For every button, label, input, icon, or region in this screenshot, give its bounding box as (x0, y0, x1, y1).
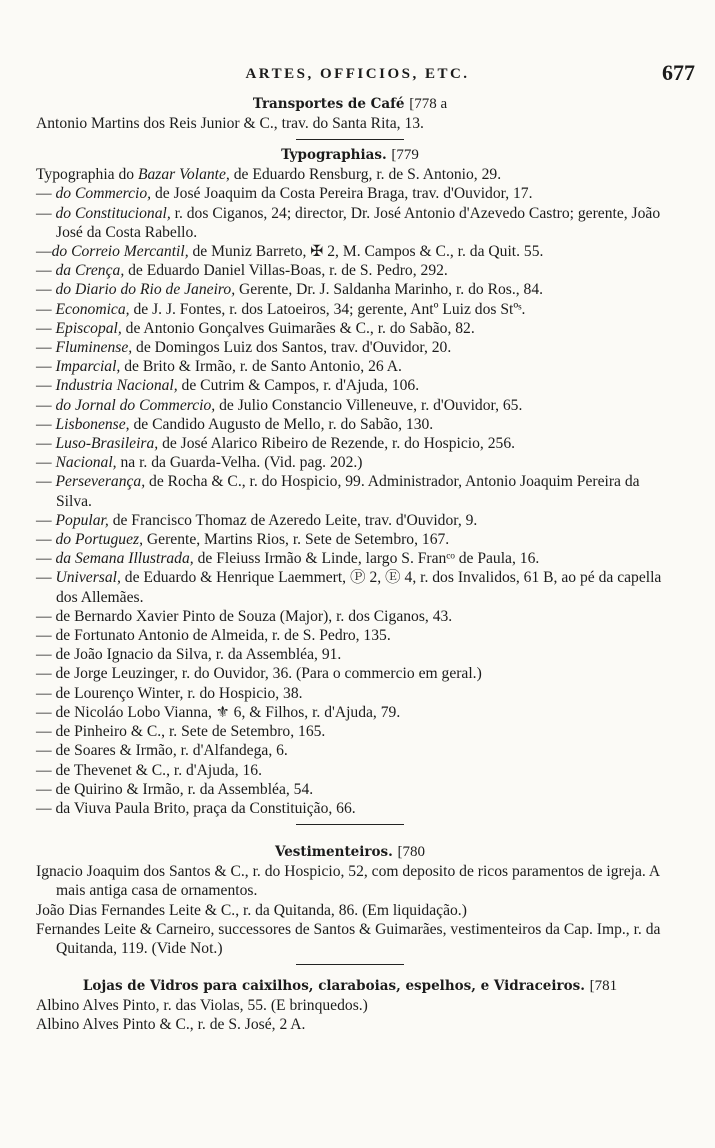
directory-entry (36, 684, 664, 703)
entry-lead: — (36, 435, 56, 453)
section-ref-number: [779 (391, 147, 419, 164)
entry-lead: — de Bernardo Xavier Pinto de Souza (Major), r. dos Ciganos, 43. (36, 607, 453, 625)
directory-entry (36, 396, 664, 415)
entry-lead: — (36, 396, 56, 414)
directory-entry (36, 920, 664, 958)
entry-title: do Constitucional, (55, 204, 171, 222)
directory-entry (36, 280, 664, 299)
entry-title: Industria Nacional, (55, 377, 178, 395)
entry-lead: — de Pinheiro & C., r. Sete de Setembro, 165. (36, 723, 326, 741)
directory-entry (36, 722, 664, 741)
entry-title: do Diario do Rio de Janeiro, (55, 281, 236, 299)
directory-entry (36, 204, 664, 242)
directory-entry (36, 114, 664, 133)
running-head (0, 60, 715, 92)
entry-title: Economica, (55, 300, 130, 318)
directory-entry (36, 300, 664, 319)
entry-lead: — (36, 473, 56, 491)
entry-rest: de Domingos Luiz dos Santos, trav. d'Ouvidor, 20. (132, 339, 452, 357)
entry-lead: — (36, 415, 56, 433)
entry-rest: de Francisco Thomaz de Azeredo Leite, trav. d'Ouvidor, 9. (108, 511, 478, 529)
directory-entry (36, 376, 664, 395)
entry-rest: de Fleiuss Irmão & Linde, largo S. Franᶜᵒ de Paula, 16. (193, 550, 540, 568)
directory-entry (36, 434, 664, 453)
entry-rest: de Julio Constancio Villeneuve, r. d'Ouvidor, 65. (215, 396, 523, 414)
section-heading-text: Vestimenteiros. (274, 844, 393, 861)
entry-lead: — de Thevenet & C., r. d'Ajuda, 16. (36, 761, 262, 779)
directory-entry (36, 761, 664, 780)
entry-rest: de Cutrim & Campos, r. d'Ajuda, 106. (177, 377, 420, 395)
entry-lead: — de Jorge Leuzinger, r. do Ouvidor, 36. (Para o commercio em geral.) (36, 665, 482, 683)
section-heading-text: Lojas de Vidros para caixilhos, claraboias, espelhos, e Vidraceiros. (82, 978, 585, 995)
entry-title: Fluminense, (55, 339, 133, 357)
section-ref-number: [780 (397, 844, 426, 861)
entry-lead: — de Quirino & Irmão, r. da Assembléa, 54. (36, 780, 314, 798)
directory-entry (36, 261, 664, 280)
directory-entry (36, 453, 664, 472)
entry-lead: Ignacio Joaquim dos Santos & C., r. do Hospicio, 52, com deposito de ricos paramentos de igreja. A mais antiga casa de ornamentos. (36, 863, 660, 900)
entry-lead: — de Nicoláo Lobo Vianna, ⚜ 6, & Filhos, r. d'Ajuda, 79. (36, 703, 401, 721)
entry-lead: — (36, 550, 56, 568)
entry-lead: — (36, 531, 56, 549)
directory-content (36, 92, 664, 1035)
entry-lead: Fernandes Leite & Carneiro, successores de Santos & Guimarães, vestimenteiros da Cap. Imp., r. da Quitanda, 119. (Vide Not.) (36, 920, 661, 957)
directory-entry (36, 703, 664, 722)
entry-rest: de Brito & Irmão, r. de Santo Antonio, 26 A. (120, 358, 402, 376)
entry-rest: de Eduardo Daniel Villas-Boas, r. de S. Pedro, 292. (124, 262, 448, 280)
section-heading-text: Typographias. (281, 147, 387, 164)
directory-entry (36, 165, 664, 184)
entry-title: do Portuguez, (55, 531, 143, 549)
directory-entry (36, 607, 664, 626)
entry-title: do Commercio, (55, 185, 152, 203)
directory-entry (36, 415, 664, 434)
directory-entry (36, 511, 664, 530)
entry-rest: r. dos Ciganos, 24; director, Dr. José Antonio d'Azevedo Castro; gerente, João José da Costa Rabello. (56, 204, 661, 241)
section-rule (296, 964, 404, 965)
entry-lead: — (36, 243, 52, 261)
section-heading (36, 842, 664, 862)
entry-rest: de José Alarico Ribeiro de Rezende, r. do Hospicio, 256. (158, 435, 516, 453)
entry-lead: — de João Ignacio da Silva, r. da Assembléa, 91. (36, 646, 342, 664)
entry-title: da Crença, (55, 262, 125, 280)
entry-lead: Albino Alves Pinto & C., r. de S. José, 2 A. (36, 1016, 306, 1034)
entry-lead: Typographia do (36, 166, 138, 184)
entry-lead: — (36, 262, 56, 280)
entry-rest: de Rocha & C., r. do Hospicio, 99. Administrador, Antonio Joaquim Pereira da Silva. (56, 473, 640, 510)
section-heading-text: Transportes de Café (252, 96, 405, 112)
entry-rest: de Muniz Barreto, ✠ 2, M. Campos & C., r. da Quit. 55. (188, 243, 544, 261)
directory-entry (36, 901, 664, 920)
entry-rest: de Eduardo & Henrique Laemmert, Ⓟ 2, Ⓔ 4, r. dos Invalidos, 61 B, ao pé da capella dos Allemães. (56, 569, 662, 606)
section-heading (36, 145, 664, 165)
entry-lead: — de Soares & Irmão, r. d'Alfandega, 6. (36, 742, 288, 760)
entry-lead: João Dias Fernandes Leite & C., r. da Quitanda, 86. (Em liquidação.) (36, 901, 467, 919)
entry-lead: — (36, 377, 56, 395)
entry-title: Perseverança, (55, 473, 146, 491)
entry-title: do Correio Mercantil, (51, 243, 189, 261)
running-head-title: ARTES, OFFICIOS, ETC. (245, 66, 470, 82)
directory-entry (36, 184, 664, 203)
entry-lead: — (36, 511, 56, 529)
entry-rest: na r. da Guarda-Velha. (Vid. pag. 202.) (116, 454, 363, 472)
entry-title: Lisbonense, (55, 415, 130, 433)
entry-rest: de Candido Augusto de Mello, r. do Sabão, 130. (129, 415, 434, 433)
entry-lead: — (36, 204, 56, 222)
entry-lead: — (36, 319, 56, 337)
entry-rest: Gerente, Martins Rios, r. Sete de Setembro, 167. (143, 531, 450, 549)
entry-rest: de Antonio Gonçalves Guimarães & C., r. do Sabão, 82. (121, 319, 475, 337)
directory-entry (36, 799, 664, 818)
entry-lead: — (36, 339, 56, 357)
entry-title: Bazar Volante, (137, 166, 230, 184)
entry-title: Universal, (55, 569, 121, 587)
section-heading (36, 94, 664, 114)
entry-lead: — da Viuva Paula Brito, praça da Constituição, 66. (36, 799, 356, 817)
section-ref-number: [778 a (409, 96, 448, 112)
entry-title: Episcopal, (55, 319, 122, 337)
entry-rest: de Eduardo Rensburg, r. de S. Antonio, 29. (229, 166, 502, 184)
directory-entry (36, 568, 664, 606)
directory-entry (36, 780, 664, 799)
section-rule (296, 139, 404, 140)
entry-title: do Jornal do Commercio, (55, 396, 216, 414)
page-number: 677 (662, 60, 695, 85)
directory-entry (36, 645, 664, 664)
directory-entry (36, 549, 664, 568)
section-rule (296, 824, 404, 825)
entry-title: Imparcial, (55, 358, 121, 376)
directory-entry (36, 996, 664, 1015)
directory-entry (36, 1015, 664, 1034)
entry-title: Popular, (55, 511, 109, 529)
entry-lead: — (36, 569, 56, 587)
section-ref-number: [781 (589, 978, 618, 995)
entry-rest: Gerente, Dr. J. Saldanha Marinho, r. do Ros., 84. (235, 281, 544, 299)
directory-entry (36, 472, 664, 510)
directory-entry (36, 242, 664, 261)
entry-title: Luso-Brasileira, (55, 435, 159, 453)
directory-entry (36, 626, 664, 645)
entry-lead: — (36, 281, 56, 299)
directory-entry (36, 741, 664, 760)
entry-lead: — de Lourenço Winter, r. do Hospicio, 38. (36, 684, 303, 702)
directory-entry (36, 664, 664, 683)
entry-lead: Albino Alves Pinto, r. das Violas, 55. (E brinquedos.) (36, 997, 368, 1015)
entry-lead: — (36, 185, 56, 203)
directory-entry (36, 862, 664, 900)
entry-lead: — de Fortunato Antonio de Almeida, r. de S. Pedro, 135. (36, 627, 391, 645)
directory-entry (36, 319, 664, 338)
entry-title: da Semana Illustrada, (55, 550, 194, 568)
entry-lead: Antonio Martins dos Reis Junior & C., trav. do Santa Rita, 13. (36, 115, 424, 132)
entry-rest: de J. J. Fontes, r. dos Latoeiros, 34; gerente, Antº Luiz dos Stºˢ. (129, 300, 526, 318)
entry-rest: de José Joaquim da Costa Pereira Braga, trav. d'Ouvidor, 17. (151, 185, 533, 203)
section-heading (36, 976, 664, 996)
entry-lead: — (36, 358, 56, 376)
entry-title: Nacional, (55, 454, 117, 472)
entry-lead: — (36, 300, 56, 318)
directory-entry (36, 530, 664, 549)
directory-entry (36, 338, 664, 357)
directory-entry (36, 357, 664, 376)
entry-lead: — (36, 454, 56, 472)
